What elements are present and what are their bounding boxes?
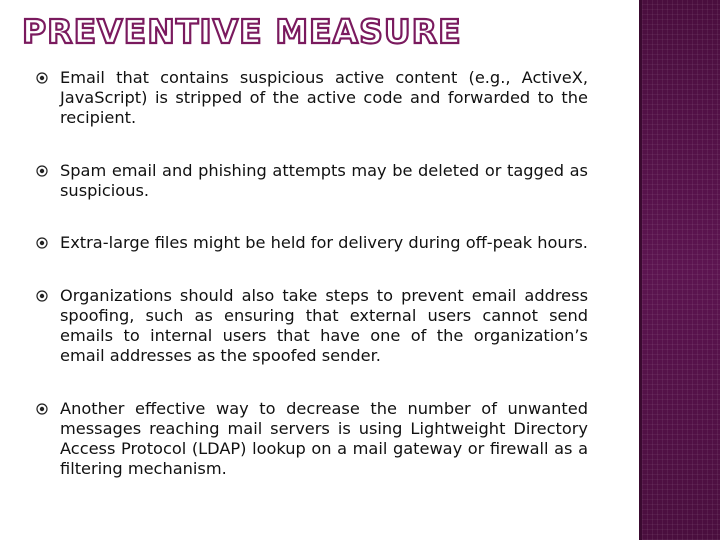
bullet-item-ldap bbox=[36, 399, 588, 479]
bullet-item-spoofing bbox=[36, 286, 588, 366]
slide-title: PREVENTIVE MEASURE bbox=[22, 12, 462, 51]
circled-dot-bullet-icon bbox=[36, 403, 48, 415]
bullet-item-spam bbox=[36, 161, 588, 201]
circled-dot-bullet-icon bbox=[36, 290, 48, 302]
bullet-text: Another effective way to decrease the number of unwanted messages reaching mail servers is using Lightweight Directory Access Protocol (LDAP) lookup on a mail gateway or firewall as a filtering mechanism. bbox=[60, 399, 588, 478]
circled-dot-bullet-icon bbox=[36, 72, 48, 84]
bullet-text: Spam email and phishing attempts may be deleted or tagged as suspicious. bbox=[60, 161, 588, 200]
circled-dot-bullet-icon bbox=[36, 165, 48, 177]
bullet-text: Extra-large files might be held for delivery during off-peak hours. bbox=[60, 233, 588, 252]
decorative-side-panel bbox=[642, 0, 720, 540]
bullet-text: Organizations should also take steps to prevent email address spoofing, such as ensuring that external users cannot send emails to internal users that have one of the organization’s email addresses as the spoofed sender. bbox=[60, 286, 588, 365]
bullet-list bbox=[36, 68, 588, 479]
bullet-item-large-files bbox=[36, 233, 588, 253]
bullet-item-active-content bbox=[36, 68, 588, 128]
circled-dot-bullet-icon bbox=[36, 237, 48, 249]
bullet-text: Email that contains suspicious active content (e.g., ActiveX, JavaScript) is stripped of the active code and forwarded to the recipient. bbox=[60, 68, 588, 127]
